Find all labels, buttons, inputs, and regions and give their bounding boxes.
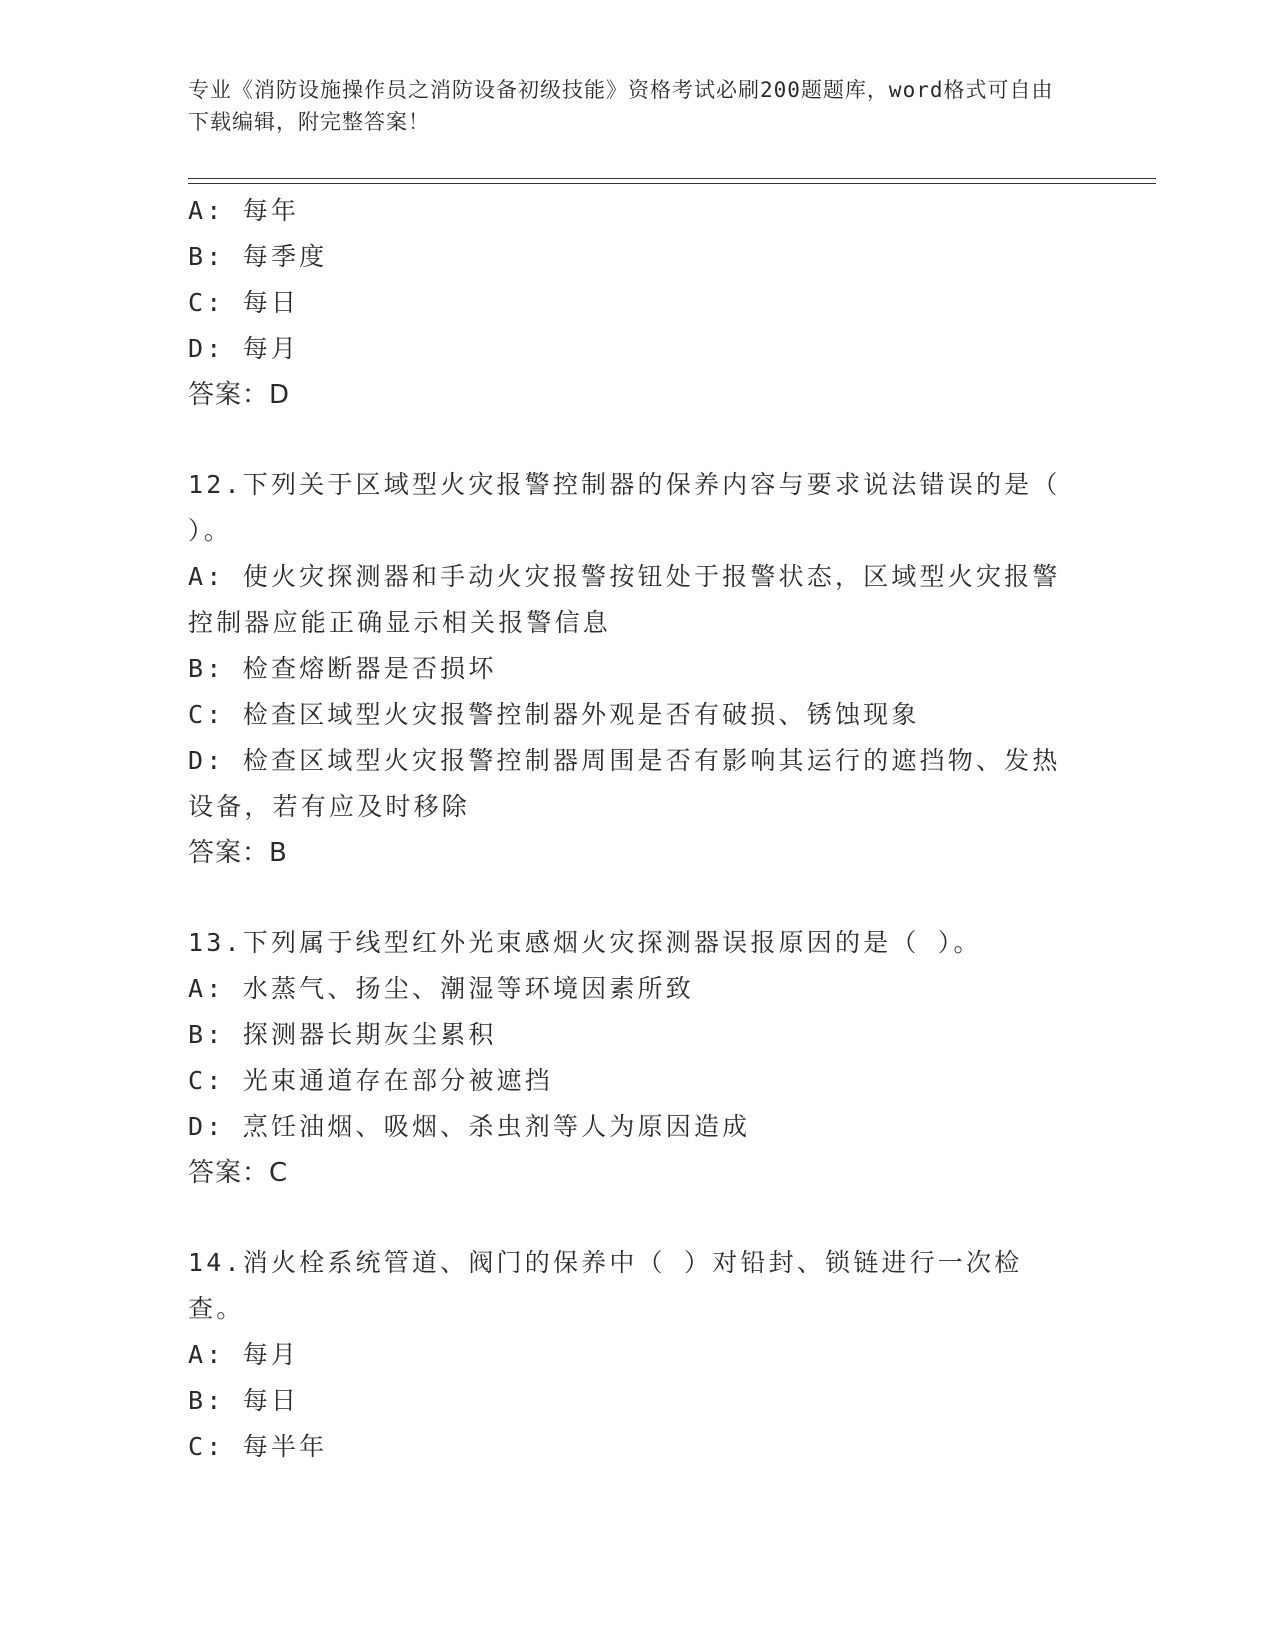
option-c: C: 光束通道存在部分被遮挡: [188, 1066, 553, 1095]
option-d: D: 烹饪油烟、吸烟、杀虫剂等人为原因造成: [188, 1112, 751, 1141]
question-13: [188, 920, 1088, 1196]
option-a: A: 每年: [188, 196, 300, 225]
question-stem: 13.下列属于线型红外光束感烟火灾探测器误报原因的是（ ）。: [188, 928, 982, 957]
option-a: A: 使火灾探测器和手动火灾报警按钮处于报警状态，区域型火灾报警控制器应能正确显示相关报警信息: [188, 562, 1061, 637]
header-rule-bottom: [188, 183, 1156, 184]
option-d: D: 检查区域型火灾报警控制器周围是否有影响其运行的遮挡物、发热设备，若有应及时移除: [188, 746, 1061, 821]
answer-line: 答案：B: [188, 838, 288, 868]
option-b: B: 检查熔断器是否损坏: [188, 654, 497, 683]
option-b: B: 探测器长期灰尘累积: [188, 1020, 497, 1049]
option-a: A: 水蒸气、扬尘、潮湿等环境因素所致: [188, 974, 694, 1003]
option-c: C: 检查区域型火灾报警控制器外观是否有破损、锈蚀现象: [188, 700, 920, 729]
option-b: B: 每日: [188, 1386, 300, 1415]
question-11: [188, 188, 1088, 418]
question-12: [188, 462, 1088, 876]
answer-line: 答案：C: [188, 1158, 289, 1188]
question-stem: 14.消火栓系统管道、阀门的保养中（ ）对铅封、锁链进行一次检查。: [188, 1248, 1023, 1323]
question-list: [188, 188, 1088, 1470]
option-c: C: 每日: [188, 288, 300, 317]
answer-line: 答案：D: [188, 380, 291, 410]
option-c: C: 每半年: [188, 1432, 328, 1461]
option-d: D: 每月: [188, 334, 300, 363]
question-stem: 12.下列关于区域型火灾报警控制器的保养内容与要求说法错误的是（ ）。: [188, 470, 1061, 545]
header-rule-top: [188, 178, 1156, 179]
question-gap: [188, 418, 1088, 462]
option-b: B: 每季度: [188, 242, 328, 271]
document-header: 专业《消防设施操作员之消防设备初级技能》资格考试必刷200题题库，word格式可自由下载编辑，附完整答案！: [188, 78, 1054, 134]
question-gap: [188, 1196, 1088, 1240]
question-14: [188, 1240, 1088, 1470]
question-gap: [188, 876, 1088, 920]
option-a: A: 每月: [188, 1340, 300, 1369]
